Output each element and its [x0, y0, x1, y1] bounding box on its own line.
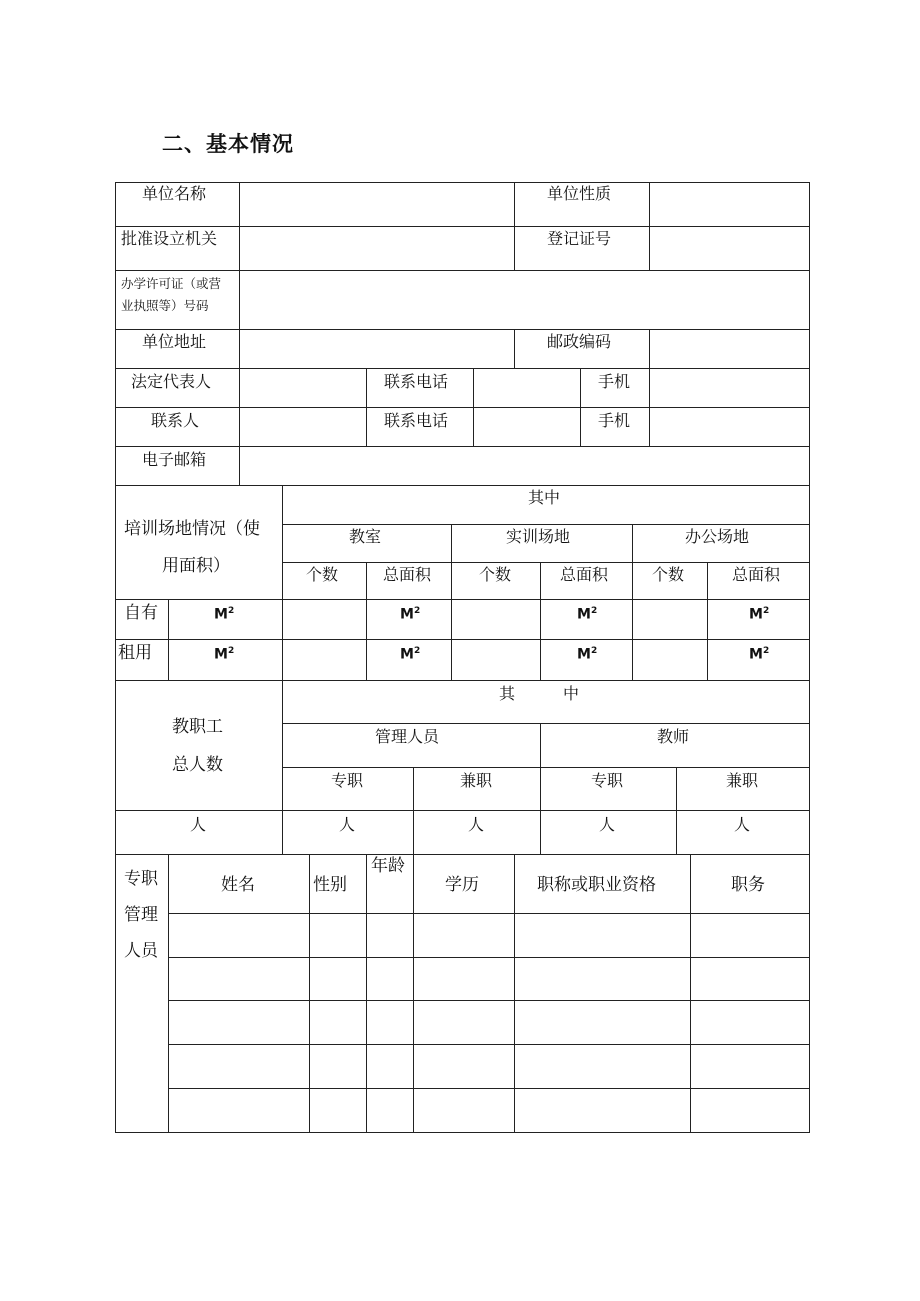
grid-line-h — [115, 182, 810, 183]
venue-title-line1: 培训场地情况（使 — [124, 519, 260, 539]
label-legal-rep-mobile: 手机 — [598, 372, 631, 391]
grid-line-h — [115, 639, 810, 640]
grid-line-h — [115, 329, 810, 330]
grid-line-v — [413, 767, 414, 855]
grid-line-h — [282, 723, 810, 724]
grid-line-h — [115, 810, 810, 811]
grid-line-h — [282, 524, 810, 525]
manager-row-cell[interactable] — [691, 1001, 809, 1044]
manager-row-cell[interactable] — [515, 1001, 690, 1044]
manager-row-cell[interactable] — [169, 1089, 309, 1132]
grid-line-v — [649, 329, 650, 369]
field-legal-rep-mobile[interactable] — [651, 370, 808, 407]
staff-of-which: 其 中 — [499, 684, 580, 703]
label-reg-cert-no: 登记证号 — [547, 229, 612, 248]
venue-office-site: 办公场地 — [685, 527, 750, 546]
staff-mgmt-fulltime-unit: 人 — [339, 815, 356, 834]
label-license-line2: 业执照等）号码 — [121, 298, 209, 313]
manager-row-cell[interactable] — [414, 1089, 514, 1132]
venue-classroom: 教室 — [349, 527, 382, 546]
rented-classroom-unit: $M^2$ — [400, 646, 421, 663]
owned-classroom-unit: $M^2$ — [400, 606, 421, 623]
grid-line-v — [676, 767, 677, 855]
venue-rented-label: 租用 — [118, 643, 152, 663]
staff-total-unit: 人 — [190, 815, 207, 834]
field-approving-org[interactable] — [241, 228, 513, 269]
grid-line-v — [707, 562, 708, 681]
grid-line-h — [115, 407, 810, 408]
grid-line-v — [239, 182, 240, 486]
label-contact-phone: 联系电话 — [384, 411, 449, 430]
manager-row-cell[interactable] — [414, 914, 514, 957]
col-header-gender: 性别 — [313, 875, 347, 895]
label-unit-name: 单位名称 — [142, 184, 207, 203]
label-license-line1: 办学许可证（或营 — [121, 276, 222, 291]
label-postcode: 邮政编码 — [547, 332, 612, 351]
owned-office-unit: $M^2$ — [749, 606, 770, 623]
venue-of-which: 其中 — [528, 488, 561, 507]
manager-row-cell[interactable] — [414, 1001, 514, 1044]
manager-row-cell[interactable] — [515, 958, 690, 1000]
venue-training-count: 个数 — [479, 565, 512, 584]
col-header-name: 姓名 — [221, 875, 255, 895]
venue-title-line2: 用面积） — [162, 556, 230, 576]
manager-row-cell[interactable] — [515, 1045, 690, 1088]
venue-training-area: 总面积 — [560, 565, 609, 584]
venue-office-count: 个数 — [652, 565, 685, 584]
grid-line-h — [115, 485, 810, 486]
staff-title-line1: 教职工 — [172, 717, 223, 737]
grid-line-h — [282, 767, 810, 768]
grid-line-h — [115, 368, 810, 369]
staff-management: 管理人员 — [375, 727, 440, 746]
grid-line-v — [451, 524, 452, 681]
field-unit-name[interactable] — [241, 184, 513, 225]
managers-label-2: 管理 — [124, 905, 158, 925]
grid-line-v — [282, 485, 283, 855]
col-header-position: 职务 — [731, 875, 765, 895]
staff-teacher-parttime: 兼职 — [726, 771, 759, 790]
venue-classroom-count: 个数 — [306, 565, 339, 584]
owned-training-unit: $M^2$ — [577, 606, 598, 623]
staff-teacher-fulltime-unit: 人 — [599, 815, 616, 834]
label-contact: 联系人 — [151, 411, 200, 430]
rented-office-unit: $M^2$ — [749, 646, 770, 663]
field-contact-mobile[interactable] — [651, 409, 808, 446]
manager-row-cell[interactable] — [367, 1045, 413, 1088]
field-reg-cert-no[interactable] — [651, 228, 808, 269]
staff-teacher-fulltime: 专职 — [591, 771, 624, 790]
owned-total-unit: $M^2$ — [214, 606, 235, 623]
manager-row-cell[interactable] — [691, 1089, 809, 1132]
grid-line-v — [366, 368, 367, 447]
manager-row-cell[interactable] — [169, 1001, 309, 1044]
col-header-age: 年龄 — [371, 856, 405, 876]
grid-line-v — [168, 599, 169, 681]
manager-row-cell[interactable] — [367, 958, 413, 1000]
col-header-title: 职称或职业资格 — [537, 875, 656, 895]
manager-row-cell[interactable] — [310, 958, 366, 1000]
field-legal-rep-phone[interactable] — [475, 370, 579, 407]
grid-line-v — [115, 182, 116, 1133]
grid-line-v — [540, 562, 541, 681]
manager-row-cell[interactable] — [414, 958, 514, 1000]
manager-row-cell[interactable] — [515, 1089, 690, 1132]
field-address[interactable] — [241, 331, 513, 368]
manager-row-cell[interactable] — [367, 1089, 413, 1132]
grid-line-v — [514, 182, 515, 271]
grid-line-v — [649, 182, 650, 271]
managers-label-3: 人员 — [124, 941, 158, 961]
venue-classroom-area: 总面积 — [383, 565, 432, 584]
staff-teacher-parttime-unit: 人 — [734, 815, 751, 834]
grid-line-h — [115, 446, 810, 447]
label-unit-nature: 单位性质 — [547, 184, 612, 203]
page-heading: 二、基本情况 — [162, 132, 294, 156]
label-legal-rep-phone: 联系电话 — [384, 372, 449, 391]
label-approving-org: 批准设立机关 — [121, 229, 218, 248]
staff-mgmt-parttime: 兼职 — [460, 771, 493, 790]
grid-line-v — [580, 368, 581, 447]
field-contact[interactable] — [241, 409, 365, 446]
manager-row-cell[interactable] — [367, 914, 413, 957]
manager-row-cell[interactable] — [515, 914, 690, 957]
grid-line-h — [115, 599, 810, 600]
venue-owned-label: 自有 — [124, 603, 158, 623]
venue-training-site: 实训场地 — [506, 527, 571, 546]
manager-row-cell[interactable] — [310, 1001, 366, 1044]
manager-row-cell[interactable] — [169, 1045, 309, 1088]
grid-line-v — [809, 182, 810, 1133]
field-unit-nature[interactable] — [651, 184, 808, 225]
managers-label-1: 专职 — [124, 869, 158, 889]
manager-row-cell[interactable] — [310, 914, 366, 957]
manager-row-cell[interactable] — [367, 1001, 413, 1044]
label-legal-rep: 法定代表人 — [131, 372, 212, 391]
grid-line-h — [115, 226, 810, 227]
venue-office-area: 总面积 — [732, 565, 781, 584]
field-contact-phone[interactable] — [475, 409, 579, 446]
manager-row-cell[interactable] — [310, 1045, 366, 1088]
grid-line-h — [115, 270, 810, 271]
staff-title-line2: 总人数 — [172, 755, 223, 775]
field-legal-rep[interactable] — [241, 370, 365, 407]
grid-line-v — [632, 524, 633, 681]
grid-line-h — [115, 1132, 810, 1133]
field-email[interactable] — [241, 448, 808, 485]
manager-row-cell[interactable] — [169, 958, 309, 1000]
grid-line-h — [115, 854, 810, 855]
col-header-education: 学历 — [445, 875, 479, 895]
staff-teacher: 教师 — [657, 727, 690, 746]
grid-line-h — [115, 680, 810, 681]
label-contact-mobile: 手机 — [598, 411, 631, 430]
grid-line-v — [366, 562, 367, 681]
manager-row-cell[interactable] — [691, 1045, 809, 1088]
manager-row-cell[interactable] — [691, 914, 809, 957]
label-address: 单位地址 — [142, 332, 207, 351]
field-postcode[interactable] — [651, 331, 808, 368]
label-email: 电子邮箱 — [142, 450, 207, 469]
grid-line-v — [540, 723, 541, 855]
rented-training-unit: $M^2$ — [577, 646, 598, 663]
manager-row-cell[interactable] — [169, 914, 309, 957]
rented-total-unit: $M^2$ — [214, 646, 235, 663]
staff-mgmt-parttime-unit: 人 — [468, 815, 485, 834]
grid-line-v — [649, 368, 650, 447]
grid-line-h — [282, 562, 810, 563]
manager-row-cell[interactable] — [414, 1045, 514, 1088]
manager-row-cell[interactable] — [310, 1089, 366, 1132]
manager-row-cell[interactable] — [691, 958, 809, 1000]
staff-mgmt-fulltime: 专职 — [331, 771, 364, 790]
grid-line-v — [514, 329, 515, 369]
field-license-no[interactable] — [241, 272, 808, 328]
grid-line-v — [473, 368, 474, 447]
